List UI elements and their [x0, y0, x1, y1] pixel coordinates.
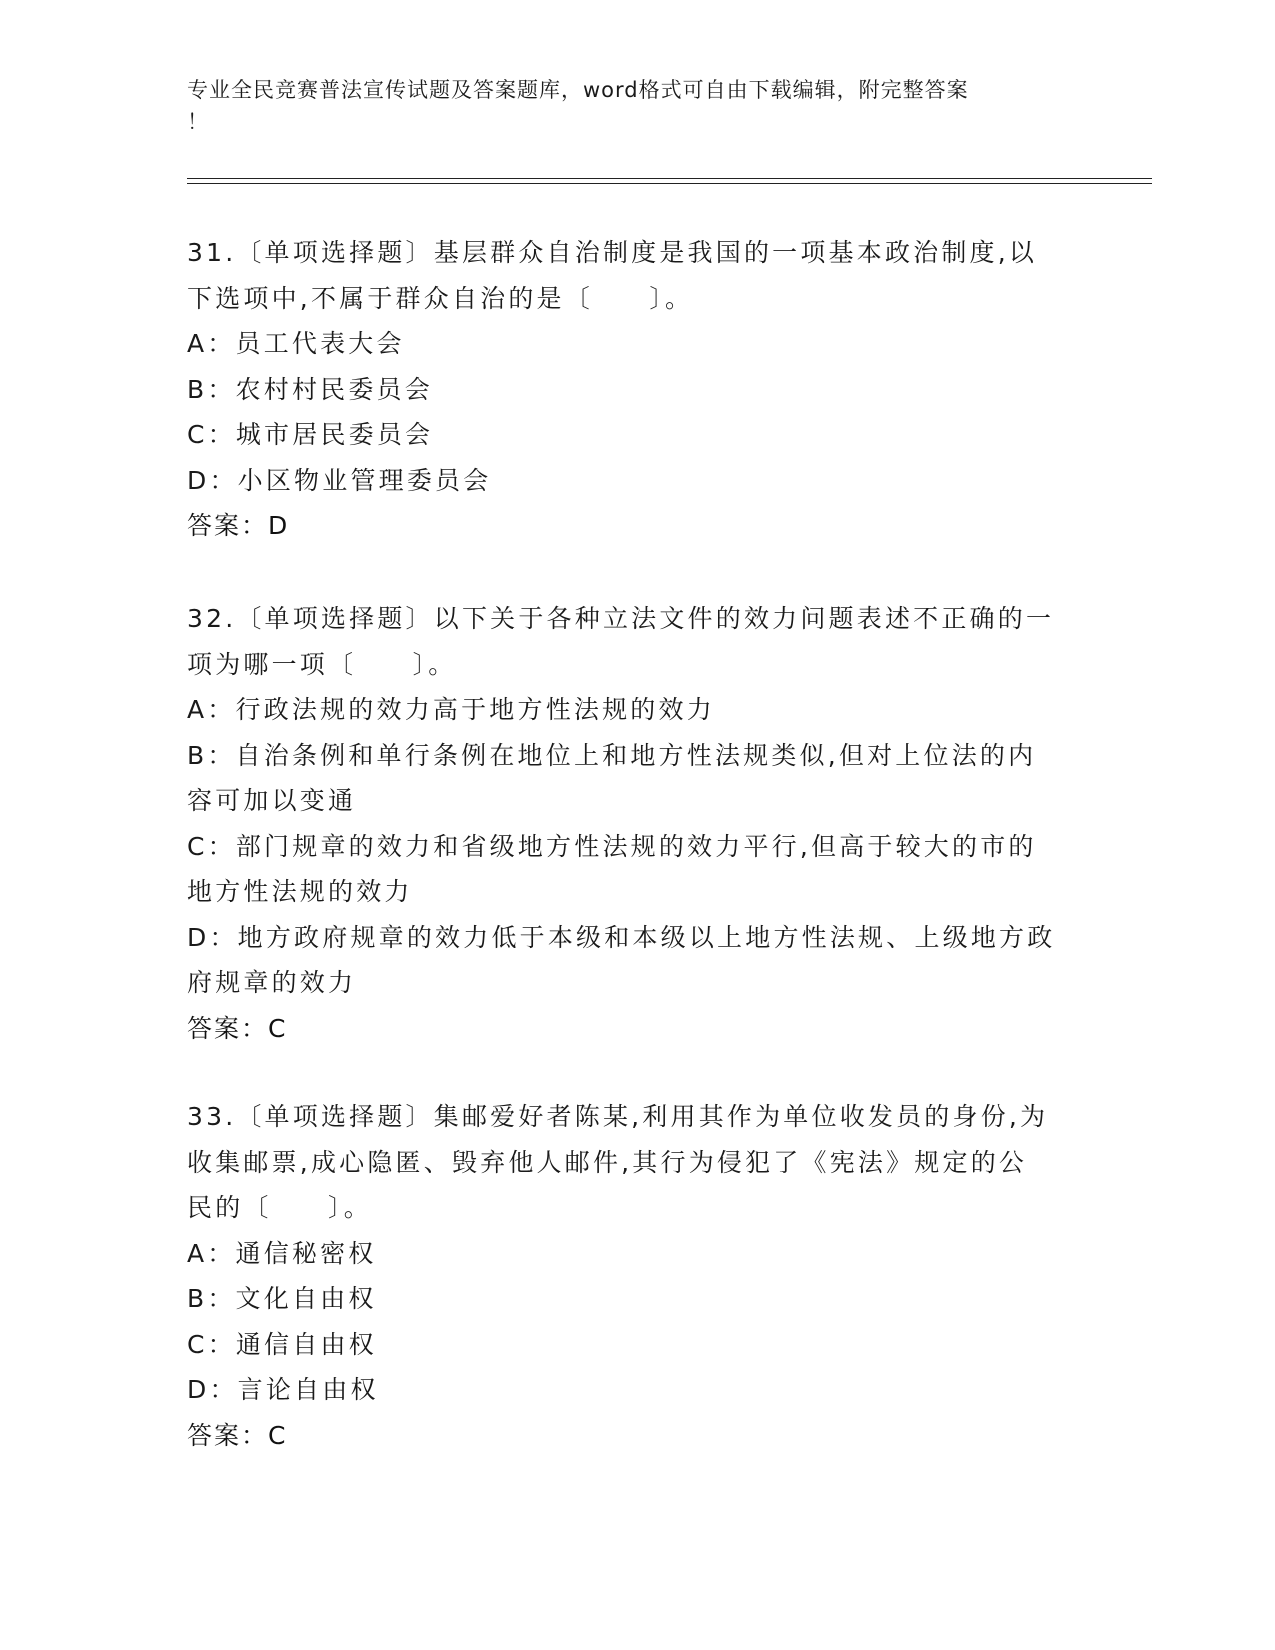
answer-label: 答案：: [187, 1013, 269, 1043]
question-stem-line: 32.〔单项选择题〕以下关于各种立法文件的效力问题表述不正确的一: [187, 604, 1055, 633]
question-32: [187, 596, 1077, 1051]
answer: [187, 1413, 1077, 1459]
option-a: A：员工代表大会: [187, 329, 405, 358]
option-c: C：通信自由权: [187, 1329, 377, 1359]
question-33: [187, 1094, 1077, 1458]
answer: [187, 503, 1077, 549]
answer-label: 答案：: [187, 1420, 269, 1450]
answer-label: 答案：: [187, 511, 269, 540]
option-c-continued: 地方性法规的效力: [187, 877, 413, 906]
question-stem-line: 收集邮票,成心隐匿、毁弃他人邮件,其行为侵犯了《宪法》规定的公: [187, 1147, 1028, 1177]
answer-value: D: [268, 511, 289, 540]
option-b: B：农村村民委员会: [187, 374, 433, 404]
answer-value: C: [268, 1013, 287, 1043]
header-text-line-2: ！: [187, 110, 209, 134]
document-header: [187, 74, 1067, 138]
question-stem-line: 项为哪一项〔 〕。: [187, 649, 457, 679]
question-stem-line: 民的〔 〕。: [187, 1193, 372, 1222]
question-stem-line: 33.〔单项选择题〕集邮爱好者陈某,利用其作为单位收发员的身份,为: [187, 1102, 1049, 1131]
option-d: D：地方政府规章的效力低于本级和本级以上地方性法规、上级地方政: [187, 922, 1056, 952]
header-divider-top: [187, 178, 1152, 179]
option-d-continued: 府规章的效力: [187, 968, 357, 997]
option-b: B：自治条例和单行条例在地位上和地方性法规类似,但对上位法的内: [187, 740, 1037, 770]
question-stem-line: 下选项中,不属于群众自治的是〔 〕。: [187, 283, 694, 313]
option-c: C：城市居民委员会: [187, 420, 434, 449]
question-31: [187, 230, 1077, 549]
option-a: A：通信秘密权: [187, 1238, 377, 1268]
option-c: C：部门规章的效力和省级地方性法规的效力平行,但高于较大的市的: [187, 831, 1037, 861]
answer: [187, 1006, 1077, 1052]
question-stem-line: 31.〔单项选择题〕基层群众自治制度是我国的一项基本政治制度,以: [187, 238, 1038, 267]
header-text-line-1: 专业全民竞赛普法宣传试题及答案题库，word格式可自由下载编辑，附完整答案: [187, 78, 969, 102]
option-d: D：小区物业管理委员会: [187, 465, 492, 495]
option-b-continued: 容可加以变通: [187, 786, 357, 815]
option-d: D：言论自由权: [187, 1375, 379, 1404]
header-divider-bottom: [187, 183, 1152, 184]
answer-value: C: [268, 1420, 287, 1450]
option-a: A：行政法规的效力高于地方性法规的效力: [187, 695, 715, 724]
option-b: B：文化自由权: [187, 1284, 377, 1313]
